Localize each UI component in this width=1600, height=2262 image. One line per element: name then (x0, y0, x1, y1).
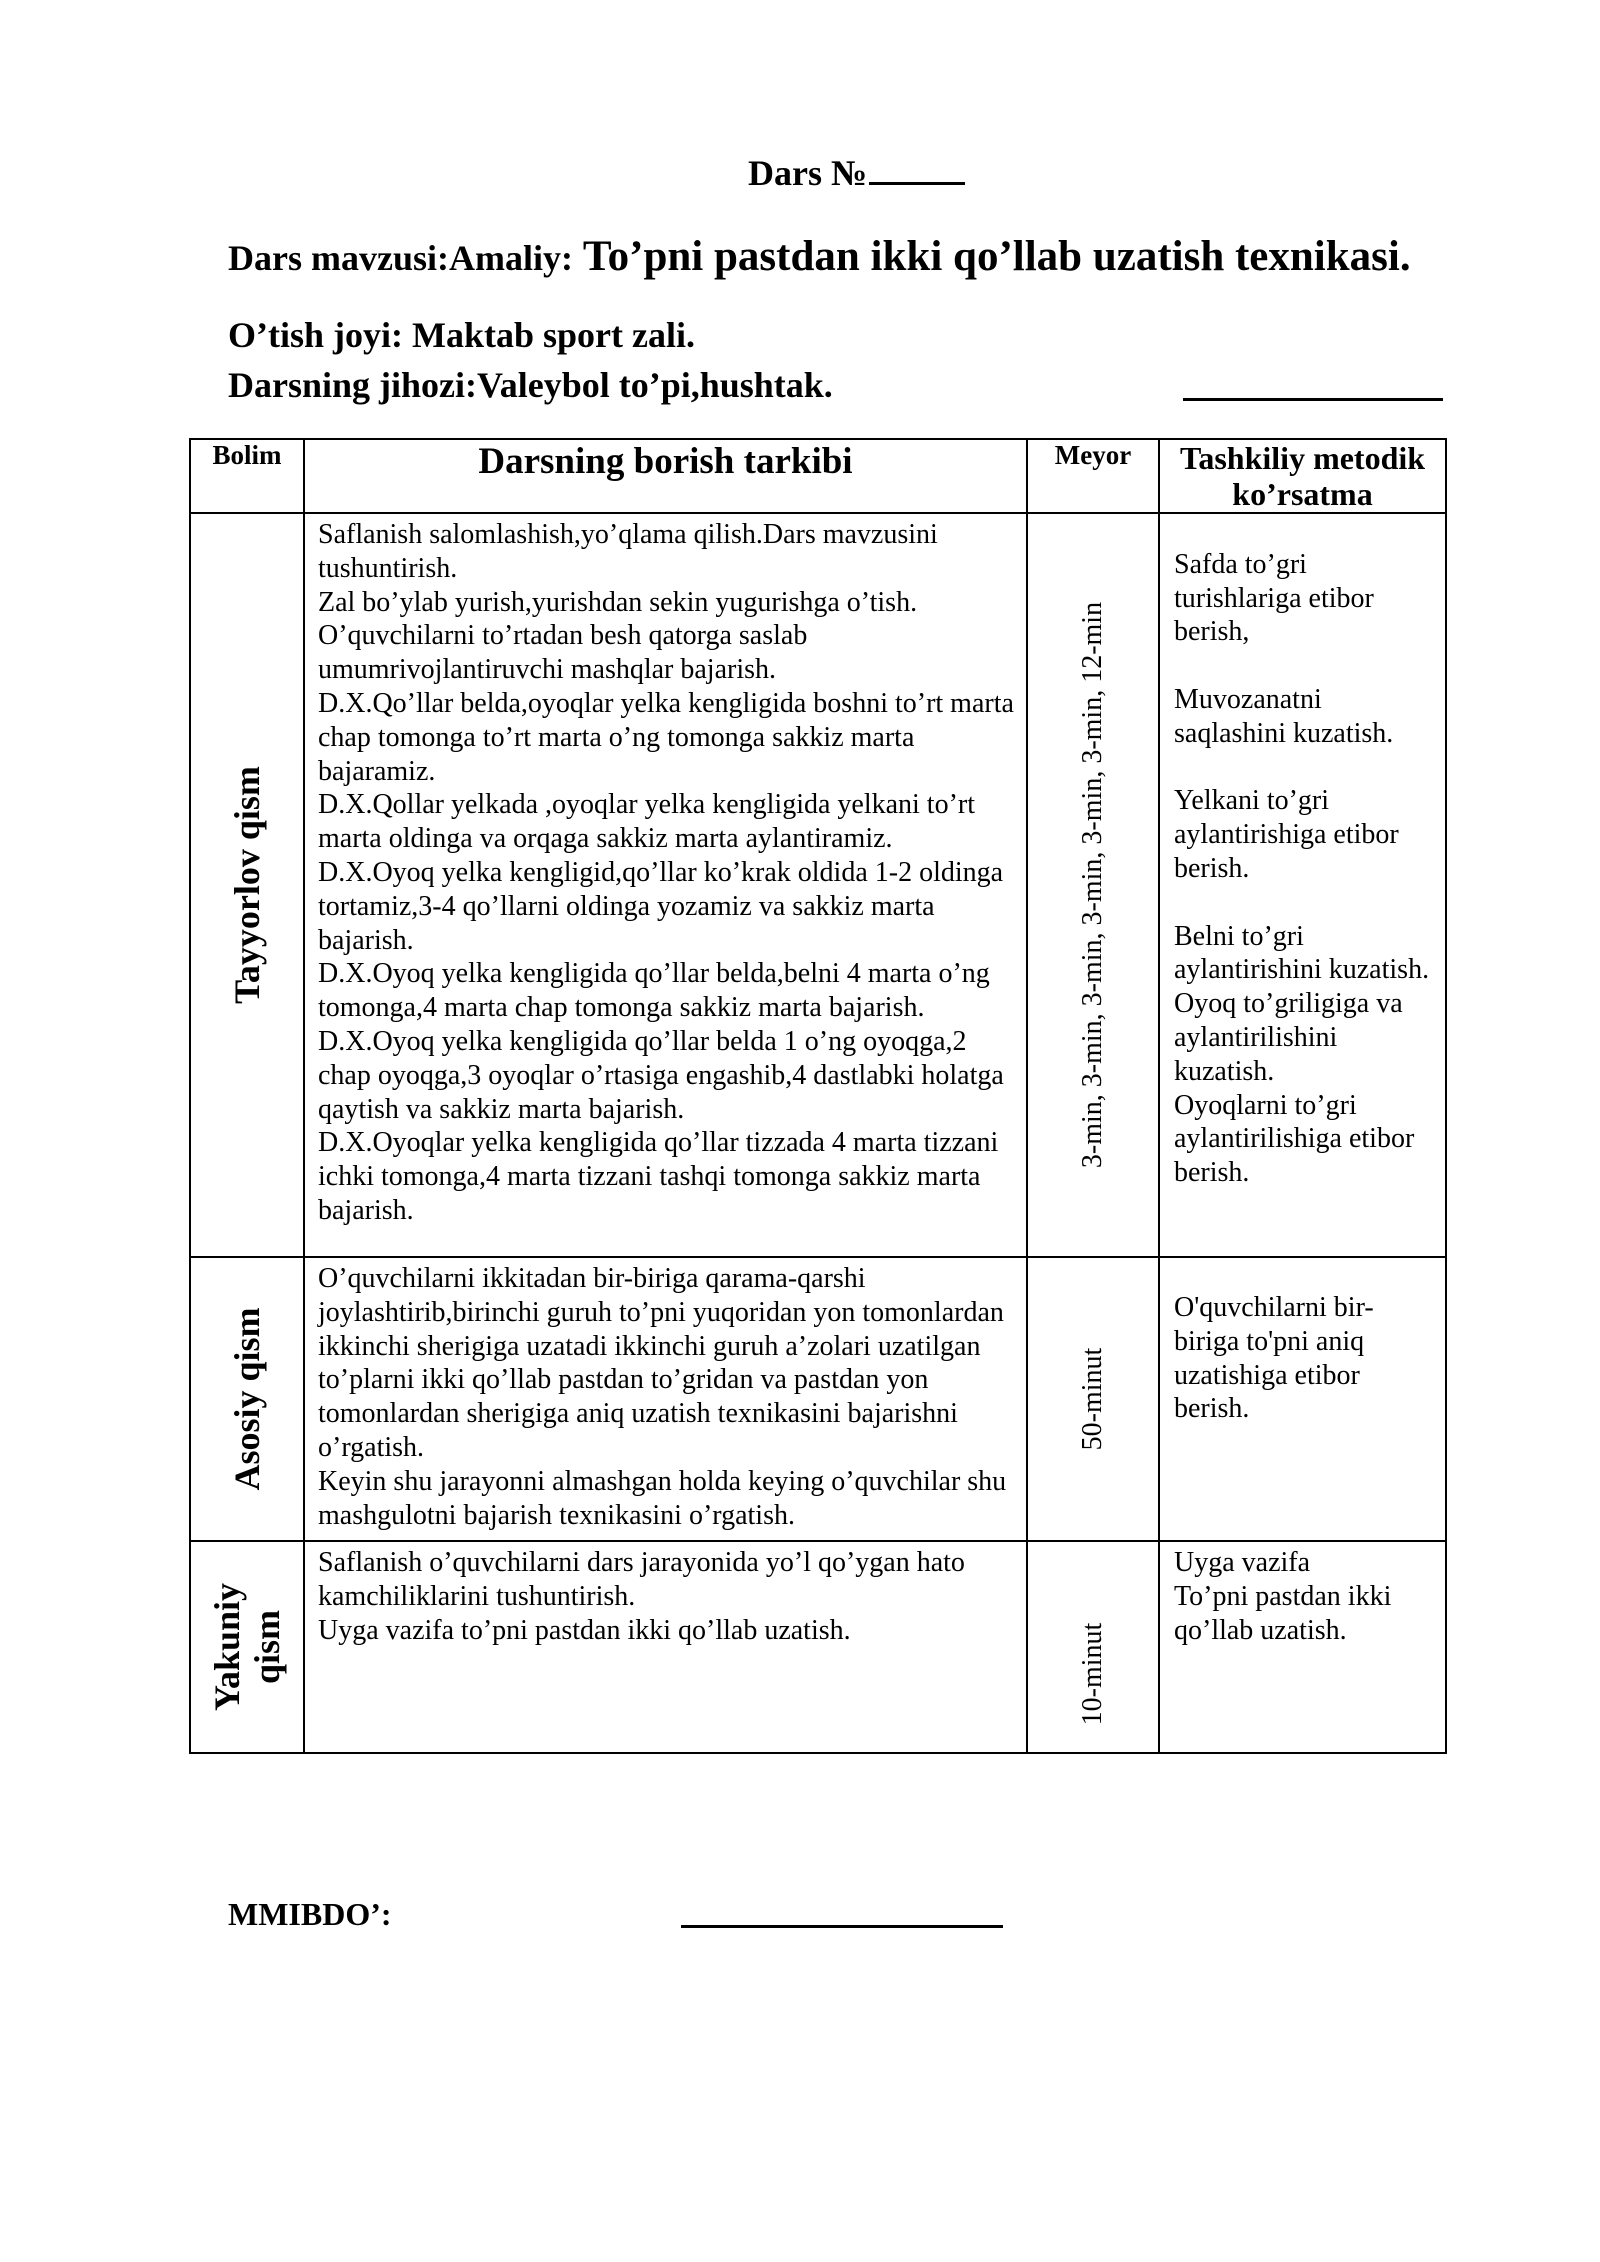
content-cell (304, 513, 1027, 1257)
note-spacer (1174, 514, 1435, 548)
signature-line (681, 1925, 1003, 1928)
notes-cell (1159, 513, 1446, 1257)
lesson-number (748, 152, 965, 194)
topic-value: To’pni pastdan ikki qo’llab uzatish texnikasi. (572, 233, 1411, 280)
note-line: Oyoqlarni to’gri aylantirilishiga etibor berish. (1174, 1089, 1415, 1189)
lesson-equipment (228, 364, 833, 406)
meyor-cell (1027, 513, 1159, 1257)
part-label-line: Yakuniy (207, 1582, 247, 1712)
part-label (207, 1583, 287, 1711)
meyor-cell (1027, 1257, 1159, 1541)
note-line: Safda to’gri turishlariga etibor berish, (1174, 548, 1374, 648)
note-line: O'quvchilarni bir-biriga to'pni aniq uzatishiga etibor berish. (1174, 1292, 1374, 1425)
notes-cell (1159, 1541, 1446, 1753)
content-text (305, 514, 1026, 1228)
notes-cell (1159, 1257, 1446, 1541)
note-line: Uyga vazifa (1174, 1547, 1311, 1578)
place-value: Maktab sport zali. (403, 315, 695, 355)
content-line: D.X.Oyoq yelka kengligid,qo’llar ko’krak oldida 1-2 oldinga tortamiz,3-4 qo’llarni oldinga yozamiz va sakkiz marta bajarish. (318, 856, 1004, 956)
header-meyor: Meyor (1027, 439, 1159, 513)
content-line: D.X.Qollar yelkada ,oyoqlar yelka kengligida yelkani to’rt marta oldinga va orqaga sakkiz marta aylantiramiz. (318, 789, 976, 855)
part-cell (190, 1541, 304, 1753)
table-header-row (190, 439, 1446, 513)
meyor-value: 3-min, 3-min, 3-min, 3-min, 3-min, 3-min, 12-min (1077, 601, 1108, 1169)
lesson-topic (228, 232, 1411, 281)
signature-label: MMIBDO’: (228, 1896, 392, 1932)
content-text (305, 1542, 1026, 1647)
table-row (190, 1541, 1446, 1753)
header-tarkib: Darsning borish tarkibi (304, 439, 1027, 513)
content-line: O’quvchilarni to’rtadan besh qatorga saslab umumrivojlantiruvchi mashqlar bajarish. (318, 620, 808, 686)
content-line: Zal bo’ylab yurish,yurishdan sekin yugurishga o’tish. (318, 586, 918, 618)
note-spacer (1174, 886, 1435, 920)
meyor-value: 50-minut (1077, 1347, 1108, 1451)
part-label: Tayyorlov qism (227, 766, 267, 1004)
table-row (190, 1257, 1446, 1541)
notes-text (1160, 1542, 1445, 1647)
notes-text (1160, 1258, 1445, 1426)
content-line: Uyga vazifa to’pni pastdan ikki qo’llab uzatish. (318, 1614, 851, 1646)
note-line: Belni to’gri aylantirishini kuzatish. (1174, 920, 1430, 986)
note-line: Yelkani to’gri aylantirishiga etibor berish. (1174, 785, 1399, 884)
part-label-line: qism (247, 1609, 287, 1685)
header-bolim: Bolim (190, 439, 304, 513)
note-line: To’pni pastdan ikki qo’llab uzatish. (1174, 1580, 1392, 1646)
lesson-place (228, 314, 695, 356)
equipment-label: Darsning jihozi: (228, 365, 478, 405)
content-line: Keyin shu jarayonni almashgan holda keying o’quvchilar shu mashgulotni bajarish texnikasini o’rgatish. (318, 1465, 1007, 1531)
content-cell (304, 1257, 1027, 1541)
lesson-plan-table (189, 438, 1447, 1754)
lesson-number-label: Dars № (748, 153, 868, 193)
content-text (305, 1258, 1026, 1532)
equipment-value: Valeybol to’pi,hushtak. (477, 365, 833, 405)
content-line: D.X.Oyoq yelka kengligida qo’llar belda,belni 4 marta o’ng tomonga,4 marta chap tomonga sakkiz marta bajarish. (318, 958, 990, 1024)
place-label: O’tish joyi: (228, 315, 403, 355)
part-label: Asosiy qism (227, 1307, 267, 1491)
content-line: D.X.Oyoqlar yelka kengligida qo’llar tizzada 4 marta tizzani ichki tomonga,4 marta tizzani tashqi tomonga sakkiz marta bajarish. (318, 1127, 999, 1226)
topic-label: Dars mavzusi:Amaliy: (228, 238, 573, 278)
content-line: Saflanish o’quvchilarni dars jarayonida yo’l qo’ygan hato kamchiliklarini tushuntirish. (318, 1547, 965, 1612)
equipment-blank-line (1183, 398, 1443, 401)
note-line: Oyoq to’griligiga va aylantirilishini kuzatish. (1174, 988, 1403, 1087)
table-row (190, 513, 1446, 1257)
notes-text (1160, 514, 1445, 1190)
meyor-cell (1027, 1541, 1159, 1753)
note-spacer (1174, 751, 1435, 785)
content-line: O’quvchilarni ikkitadan bir-biriga qarama-qarshi joylashtirib,birinchi guruh to’pni yuqoridan yon tomonlardan ikkinchi sherigiga uzatadi ikkinchi guruh a’zolari uzatilgan to’plarni ikki qo’llab pastdan to’gridan va pastdan yon tomonlardan sherigiga aniq uzatish texnikasini bajarishni o’rgatish. (318, 1263, 1004, 1463)
content-line: D.X.Oyoq yelka kengligida qo’llar belda 1 o’ng oyoqga,2 chap oyoqga,3 oyoqlar o’rtasiga engashib,4 dastlabki holatga qaytish va sakkiz marta bajarish. (318, 1025, 1004, 1125)
content-line: D.X.Qo’llar belda,oyoqlar yelka kengligida boshni to’rt marta chap tomonga to’rt marta o’ng tomonga sakkiz marta bajaramiz. (318, 687, 1014, 787)
content-cell (304, 1541, 1027, 1753)
part-cell (190, 1257, 304, 1541)
note-spacer (1174, 649, 1435, 683)
note-line: Muvozanatni saqlashini kuzatish. (1174, 683, 1394, 749)
lesson-number-blank (869, 152, 965, 185)
content-line: Saflanish salomlashish,yo’qlama qilish.Dars mavzusini tushuntirish. (318, 519, 938, 584)
part-cell (190, 513, 304, 1257)
meyor-value: 10-minut (1077, 1622, 1108, 1726)
header-tashkiliy: Tashkiliy metodik ko’rsatma (1159, 439, 1446, 513)
